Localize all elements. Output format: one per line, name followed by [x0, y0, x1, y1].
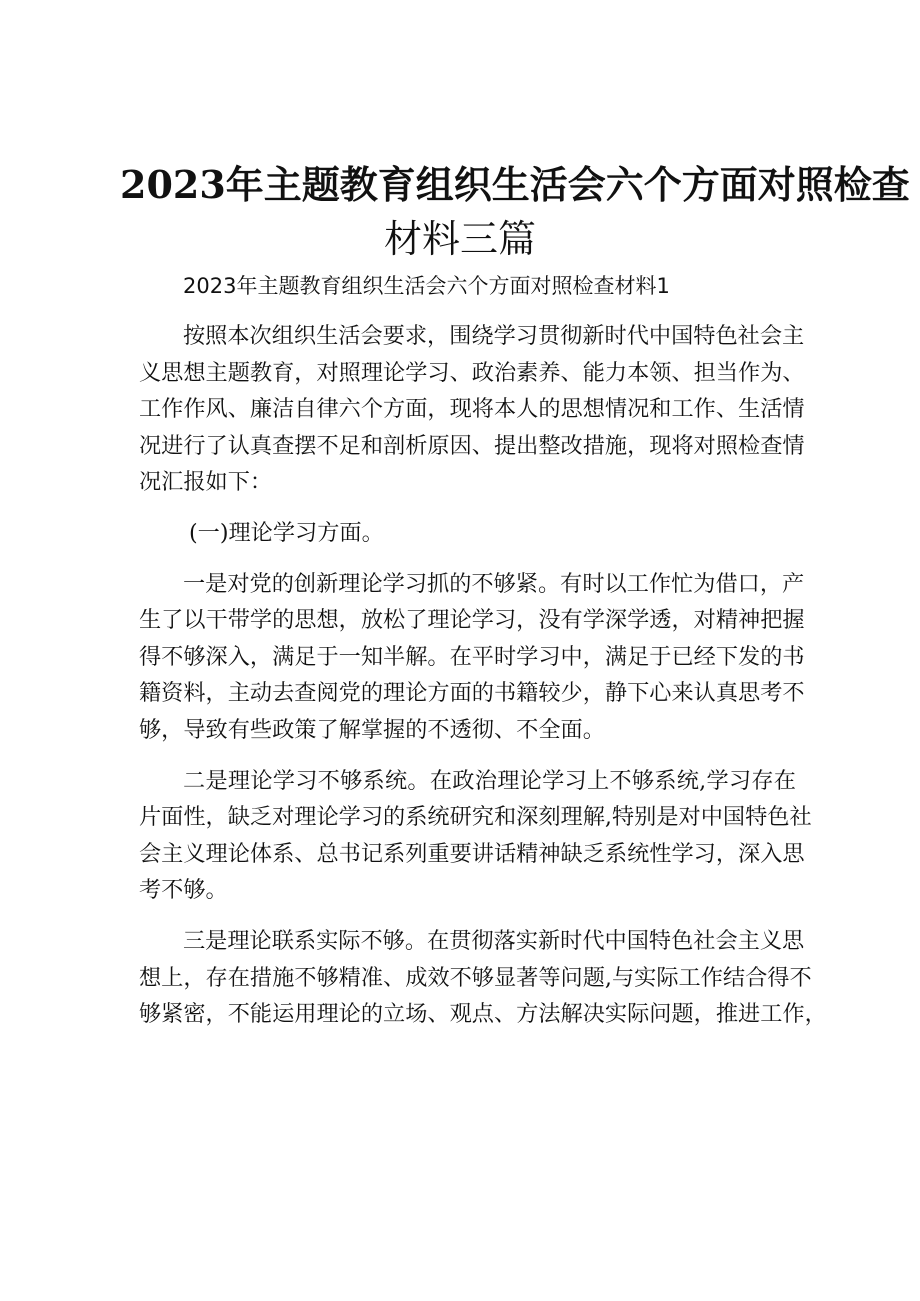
paragraph-line: 工作作风、廉洁自律六个方面，现将本人的思想情况和工作、生活情: [139, 396, 805, 423]
document-title: [120, 158, 910, 266]
paragraph-line: 考不够。: [139, 877, 228, 904]
paragraph-line: 得不够深入，满足于一知半解。在平时学习中，满足于已经下发的书: [139, 643, 805, 670]
paragraph-line: 况汇报如下：: [139, 469, 273, 496]
paragraph-line: 义思想主题教育，对照理论学习、政治素养、能力本领、担当作为、: [139, 359, 805, 386]
paragraph-line: 会主义理论体系、总书记系列重要讲话精神缺乏系统性学习，深入思: [139, 840, 805, 867]
paragraph-line: 况进行了认真查摆不足和剖析原因、提出整改措施，现将对照检查情: [139, 432, 805, 459]
paragraph-line: 片面性，缺乏对理论学习的系统研究和深刻理解,特别是对中国特色社: [139, 804, 812, 831]
paragraph-line: 二是理论学习不够系统。在政治理论学习上不够系统,学习存在: [183, 767, 796, 794]
paragraph-line: 按照本次组织生活会要求，围绕学习贯彻新时代中国特色社会主: [183, 323, 805, 349]
title-line-2: 材料三篇: [383, 217, 536, 261]
point-2-paragraph: [139, 763, 812, 909]
intro-paragraph: [139, 318, 805, 501]
paragraph-line: 三是理论联系实际不够。在贯彻落实新时代中国特色社会主义思: [183, 927, 805, 954]
section-heading: (一)理论学习方面。: [189, 519, 384, 546]
paragraph-line: 生了以干带学的思想，放松了理论学习，没有学深学透，对精神把握: [139, 607, 805, 634]
document-subtitle: 2023年主题教育组织生活会六个方面对照检查材料1: [183, 274, 670, 298]
paragraph-line: 想上，存在措施不够精准、成效不够显著等问题,与实际工作结合得不: [139, 964, 812, 991]
paragraph-line: 够，导致有些政策了解掌握的不透彻、不全面。: [139, 716, 605, 743]
paragraph-line: 够紧密，不能运用理论的立场、观点、方法解决实际问题，推进工作，: [139, 1001, 827, 1028]
paragraph-line: 一是对党的创新理论学习抓的不够紧。有时以工作忙为借口，产: [183, 570, 805, 597]
title-line-1: 2023年主题教育组织生活会六个方面对照检查: [120, 162, 910, 207]
point-3-paragraph: [139, 923, 827, 1033]
paragraph-line: 籍资料，主动去查阅党的理论方面的书籍较少，静下心来认真思考不: [139, 680, 805, 707]
point-1-paragraph: [139, 566, 805, 749]
document-body: [139, 268, 827, 1033]
